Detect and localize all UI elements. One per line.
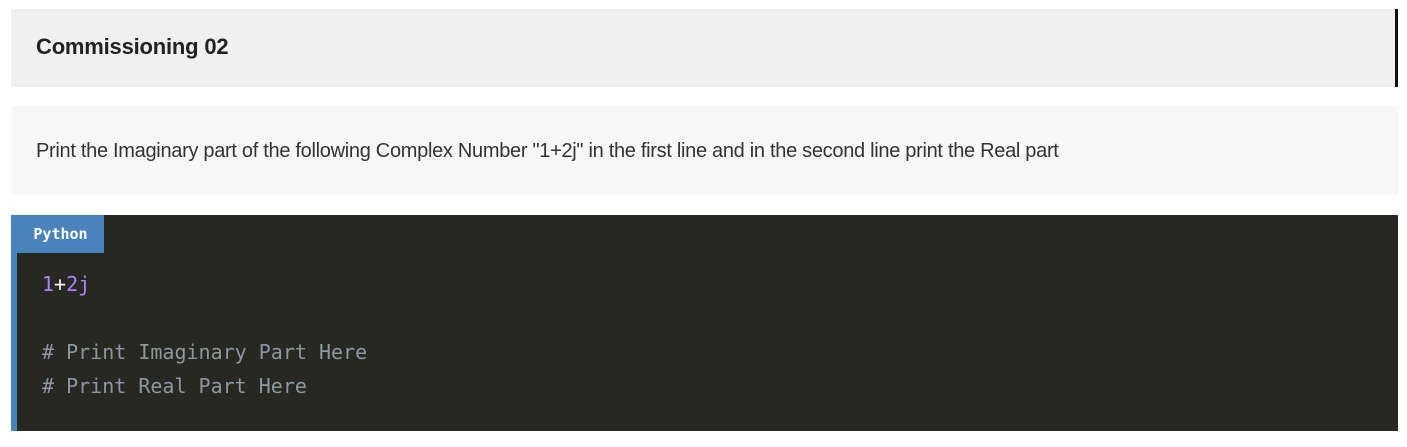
task-description: Print the Imaginary part of the following Complex Number "1+2j" in the first line and in the second line print the Real part — [36, 140, 1059, 162]
page-title: Commissioning 02 — [36, 34, 229, 59]
language-tab: Python — [17, 215, 104, 253]
code-line-blank — [42, 301, 367, 335]
code-comment-imaginary: # Print Imaginary Part Here — [42, 340, 368, 364]
code-content[interactable] — [42, 267, 367, 403]
code-number: 2j — [66, 272, 91, 296]
code-operator: + — [54, 272, 67, 296]
code-line-expression — [42, 267, 367, 301]
title-bar — [11, 9, 1398, 87]
code-block[interactable] — [11, 215, 1398, 431]
code-number: 1 — [42, 272, 55, 296]
description-box — [11, 106, 1398, 195]
code-comment-real: # Print Real Part Here — [42, 374, 307, 398]
